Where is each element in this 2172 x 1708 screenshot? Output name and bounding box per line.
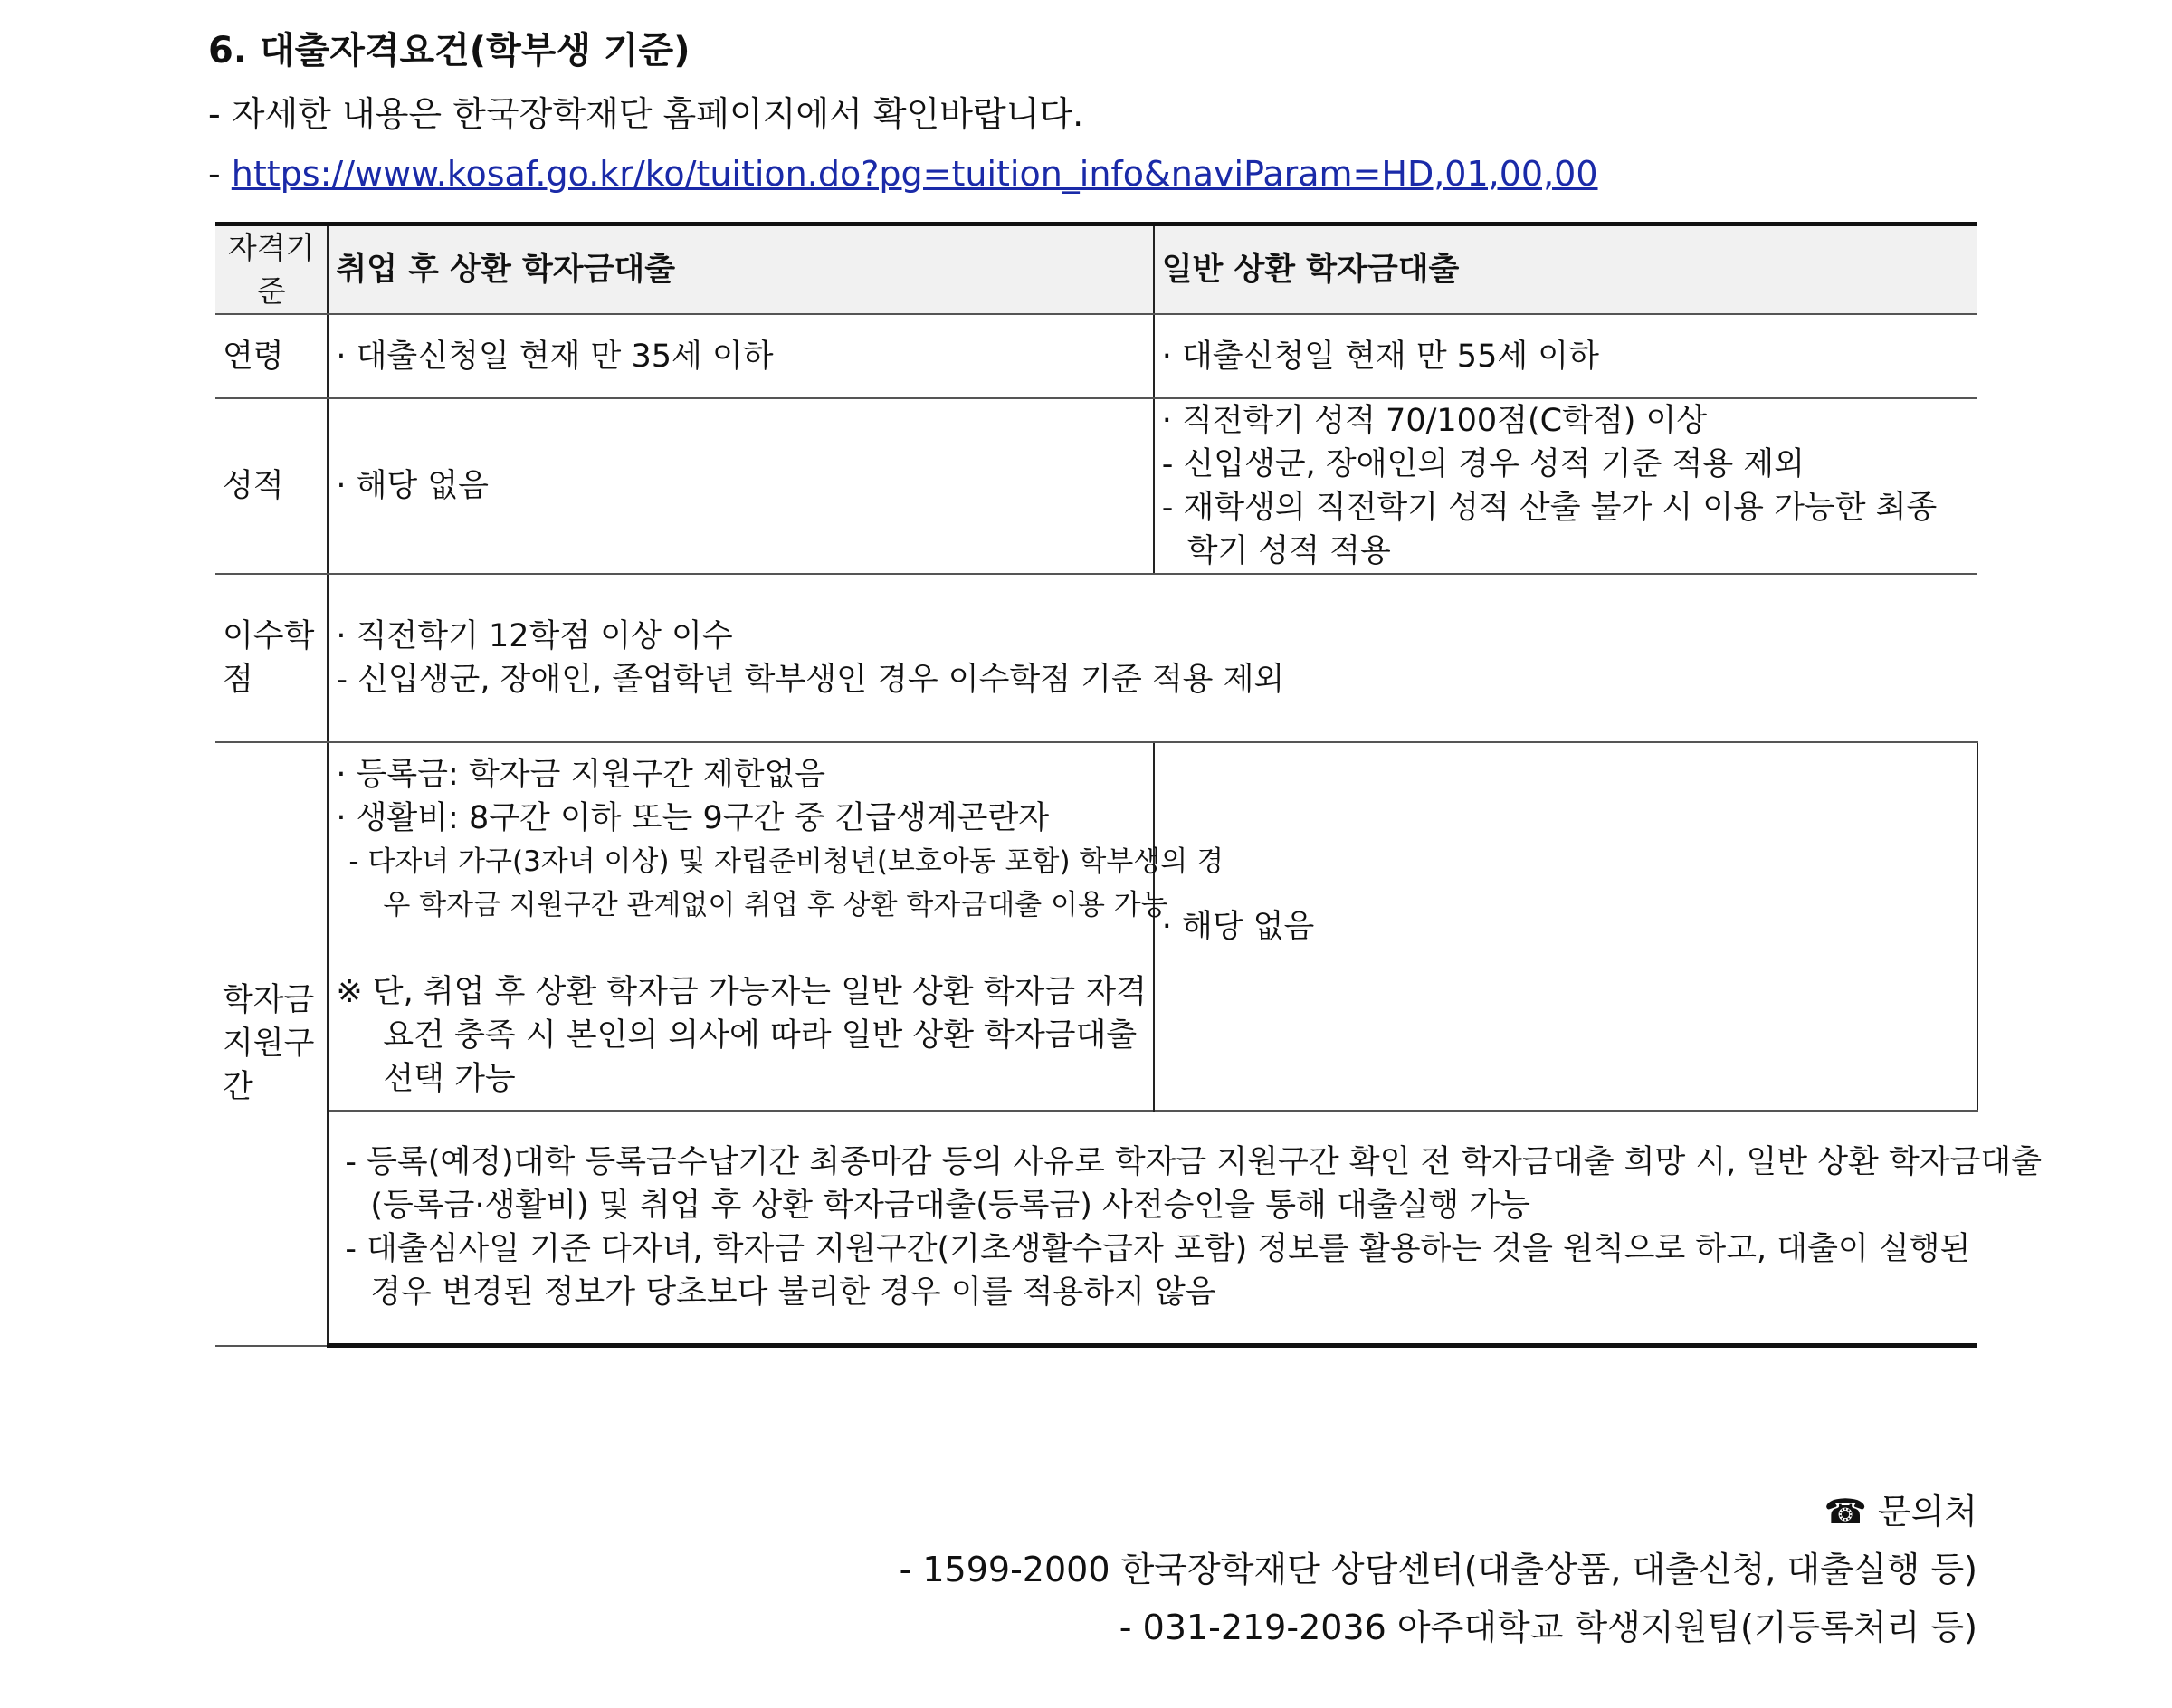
- row-label-support-line: 지원구간: [223, 1026, 315, 1106]
- table-row-age: [215, 314, 1977, 398]
- grade-general-line: - 신입생군, 장애인의 경우 성적 기준 적용 제외: [1161, 446, 1805, 482]
- support-note-line: 요건 충족 시 본인의 의사에 따라 일반 상환 학자금대출: [383, 1016, 1138, 1054]
- support-common-line: (등록금·생활비) 및 취업 후 상환 학자금대출(등록금) 사전승인을 통해 대출실행 가능: [370, 1188, 1530, 1224]
- support-line: · 등록금: 학자금 지원구간 제한없음: [336, 756, 826, 793]
- support-common-line: - 등록(예정)대학 등록금수납기간 최종마감 등의 사유로 학자금 지원구간 확인 전 학자금대출 희망 시, 일반 상환 학자금대출: [345, 1144, 2043, 1180]
- support-common-line: 경우 변경된 정보가 당초보다 불리한 경우 이를 적용하지 않음: [370, 1274, 1216, 1311]
- table-row-support: [215, 742, 1977, 1111]
- table-row-support-common: [215, 1111, 1977, 1346]
- link-prefix: -: [208, 154, 232, 194]
- credits-line: - 신입생군, 장애인, 졸업학년 학부생인 경우 이수학점 기준 적용 제외: [336, 662, 1285, 698]
- header-general-repayment-loan: 일반 상환 학자금대출: [1154, 224, 1977, 315]
- contact-ajou: - 031-219-2036 아주대학교 학생지원팀(기등록처리 등): [1119, 1608, 1977, 1647]
- support-note-line: ※ 단, 취업 후 상환 학자금 가능자는 일반 상환 학자금 자격: [336, 973, 1147, 1010]
- age-income-contingent: · 대출신청일 현재 만 35세 이하: [328, 314, 1153, 398]
- support-common-line: - 대출심사일 기준 다자녀, 학자금 지원구간(기초생활수급자 포함) 정보를 활용하는 것을 원칙으로 하고, 대출이 실행된: [345, 1231, 1971, 1267]
- row-label-support-line: 학자금: [223, 982, 315, 1019]
- support-note-line: 선택 가능: [383, 1060, 516, 1097]
- row-label-age: 연령: [215, 314, 328, 398]
- eligibility-table: [215, 222, 2043, 1348]
- link-line: [208, 148, 1598, 199]
- table-row-credits: [215, 574, 1977, 742]
- support-general: · 해당 없음: [1154, 742, 1977, 1111]
- table-header-row: [215, 224, 1977, 315]
- contact-title-line: [900, 1483, 1977, 1541]
- header-income-contingent-loan: 취업 후 상환 학자금대출: [328, 224, 1153, 315]
- contact-title: 문의처: [1877, 1492, 1977, 1531]
- support-line: · 생활비: 8구간 이하 또는 9구간 중 긴급생계곤란자: [336, 799, 1050, 836]
- row-label-support: [215, 742, 328, 1346]
- section-title: 6. 대출자격요건(학부생 기준): [208, 30, 691, 72]
- support-line: 우 학자금 지원구간 관계없이 취업 후 상환 학자금대출 이용 가능: [383, 888, 1168, 921]
- grade-general: [1154, 398, 1977, 574]
- credits-common: [328, 574, 1977, 742]
- grade-income-contingent: · 해당 없음: [328, 398, 1153, 574]
- kosaf-link[interactable]: https://www.kosaf.go.kr/ko/tuition.do?pg=tuition_info&naviParam=HD,01,00,00: [231, 154, 1598, 194]
- support-line: - 다자녀 가구(3자녀 이상) 및 자립준비청년(보호아동 포함) 학부생의 경: [348, 844, 1224, 878]
- homepage-note: - 자세한 내용은 한국장학재단 홈페이지에서 확인바랍니다.: [208, 94, 1084, 134]
- header-criteria: 자격기준: [215, 224, 328, 315]
- contact-info: [900, 1483, 1977, 1656]
- row-label-credits: 이수학점: [215, 574, 328, 742]
- grade-general-line: 학기 성적 적용: [1186, 533, 1391, 569]
- telephone-icon: ☎: [1824, 1492, 1867, 1531]
- grade-general-line: · 직전학기 성적 70/100점(C학점) 이상: [1161, 403, 1708, 439]
- age-general: · 대출신청일 현재 만 55세 이하: [1154, 314, 1977, 398]
- table-row-grade: [215, 398, 1977, 574]
- credits-line: · 직전학기 12학점 이상 이수: [336, 618, 733, 654]
- contact-kosaf: - 1599-2000 한국장학재단 상담센터(대출상품, 대출신청, 대출실행 등): [899, 1550, 1977, 1589]
- support-common: [328, 1111, 2043, 1346]
- row-label-grade: 성적: [215, 398, 328, 574]
- support-income-contingent: [328, 742, 1224, 1111]
- grade-general-line: - 재학생의 직전학기 성적 산출 불가 시 이용 가능한 최종: [1161, 490, 1938, 526]
- spacer: [336, 927, 1145, 970]
